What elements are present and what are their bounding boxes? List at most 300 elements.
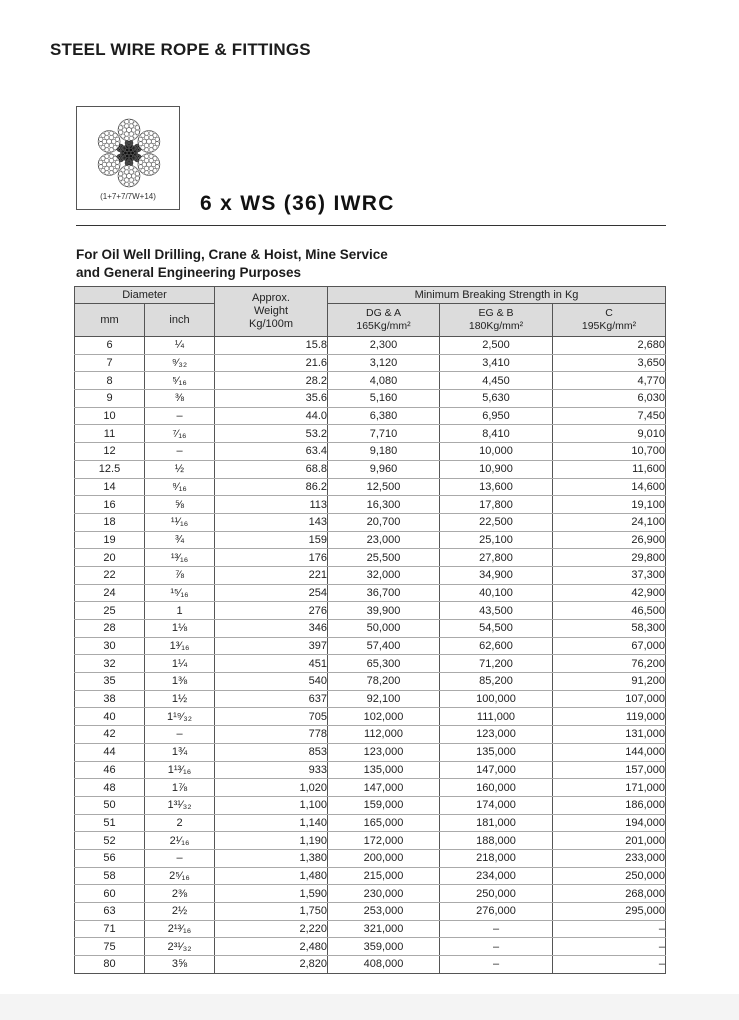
rope-wire <box>113 156 117 160</box>
strength-dg-cell: 9,180 <box>328 443 440 461</box>
strength-eg-cell: 6,950 <box>440 407 553 425</box>
rope-wire <box>121 168 125 172</box>
weight-cell: 1,380 <box>215 849 328 867</box>
strength-eg-cell: 13,600 <box>440 478 553 496</box>
table-row <box>75 337 666 355</box>
strength-eg-cell: 71,200 <box>440 655 553 673</box>
rope-wire <box>153 156 157 160</box>
inch-cell: 1¹³⁄₁₆ <box>145 761 215 779</box>
weight-cell: 53.2 <box>215 425 328 443</box>
weight-header-line-1: Approx. <box>252 292 290 304</box>
strength-eg-cell: 188,000 <box>440 832 553 850</box>
rope-wire <box>139 137 143 141</box>
inch-cell: 2⁵⁄₁₆ <box>145 867 215 885</box>
strength-dg-cell: 3,120 <box>328 354 440 372</box>
strength-eg-cell: 160,000 <box>440 779 553 797</box>
strength-c-cell: 67,000 <box>553 637 666 655</box>
strength-dg-cell: 359,000 <box>328 938 440 956</box>
rope-wire <box>101 156 105 160</box>
mm-header: mm <box>75 304 145 337</box>
inch-cell: 2³¹⁄₃₂ <box>145 938 215 956</box>
rope-wire <box>129 136 133 140</box>
mm-cell: 46 <box>75 761 145 779</box>
grade-dg-unit: 165Kg/mm² <box>356 320 411 332</box>
strength-eg-cell: – <box>440 938 553 956</box>
table-row <box>75 673 666 691</box>
strength-c-cell: – <box>553 938 666 956</box>
strength-eg-cell: 100,000 <box>440 690 553 708</box>
strength-eg-cell: 3,410 <box>440 354 553 372</box>
rope-wire <box>139 165 143 169</box>
strength-header: Minimum Breaking Strength in Kg <box>328 287 666 304</box>
strength-dg-cell: 20,700 <box>328 513 440 531</box>
weight-header-line-3: Kg/100m <box>248 318 294 330</box>
strength-dg-cell: 57,400 <box>328 637 440 655</box>
inch-cell: 2½ <box>145 903 215 921</box>
rope-wire <box>125 143 127 145</box>
table-row <box>75 637 666 655</box>
inch-cell: 1¾ <box>145 743 215 761</box>
weight-cell: 540 <box>215 673 328 691</box>
rope-wire <box>134 158 136 160</box>
rope-wire <box>129 120 133 124</box>
strength-dg-cell: 23,000 <box>328 531 440 549</box>
weight-cell: 1,190 <box>215 832 328 850</box>
strength-c-cell: 131,000 <box>553 726 666 744</box>
weight-cell: 1,590 <box>215 885 328 903</box>
strength-c-cell: 10,700 <box>553 443 666 461</box>
strength-c-cell: 4,770 <box>553 372 666 390</box>
inch-cell: 2¹⁄₁₆ <box>145 832 215 850</box>
weight-cell: 86.2 <box>215 478 328 496</box>
strength-c-cell: 19,100 <box>553 496 666 514</box>
strength-eg-cell: 10,900 <box>440 460 553 478</box>
mm-cell: 50 <box>75 796 145 814</box>
weight-cell: 1,020 <box>215 779 328 797</box>
rope-wire <box>136 154 138 156</box>
weight-cell: 68.8 <box>215 460 328 478</box>
rope-wire <box>133 122 137 126</box>
strength-dg-cell: 6,380 <box>328 407 440 425</box>
rope-wire <box>115 165 119 169</box>
mm-cell: 12 <box>75 443 145 461</box>
rope-wire <box>145 131 149 135</box>
inch-cell: ½ <box>145 460 215 478</box>
table-row <box>75 566 666 584</box>
mm-cell: 10 <box>75 407 145 425</box>
grade-c-name: C <box>605 307 613 319</box>
strength-dg-cell: 321,000 <box>328 920 440 938</box>
rope-wire <box>133 134 137 138</box>
weight-header-line-2: Weight <box>253 305 289 317</box>
purpose-line-2: and General Engineering Purposes <box>76 265 302 280</box>
rope-wire <box>125 166 129 170</box>
mm-cell: 52 <box>75 832 145 850</box>
weight-cell: 44.0 <box>215 407 328 425</box>
weight-cell: 933 <box>215 761 328 779</box>
table-row <box>75 690 666 708</box>
rope-wire <box>129 182 133 186</box>
mm-cell: 48 <box>75 779 145 797</box>
strength-c-cell: 157,000 <box>553 761 666 779</box>
inch-cell: ¼ <box>145 337 215 355</box>
rope-wire <box>109 154 113 158</box>
inch-cell: ¹³⁄₁₆ <box>145 549 215 567</box>
mm-cell: 63 <box>75 903 145 921</box>
mm-cell: 71 <box>75 920 145 938</box>
weight-cell: 28.2 <box>215 372 328 390</box>
inch-cell: 1¹⁹⁄₃₂ <box>145 708 215 726</box>
strength-eg-cell: 174,000 <box>440 796 553 814</box>
table-row <box>75 743 666 761</box>
rope-wire <box>149 148 153 152</box>
mm-cell: 16 <box>75 496 145 514</box>
table-row <box>75 372 666 390</box>
strength-eg-cell: 4,450 <box>440 372 553 390</box>
rope-wire <box>136 144 138 146</box>
rope-wire <box>115 137 119 141</box>
weight-cell: 2,820 <box>215 956 328 974</box>
strength-c-cell: 3,650 <box>553 354 666 372</box>
strength-c-cell: 9,010 <box>553 425 666 443</box>
strength-eg-cell: 54,500 <box>440 620 553 638</box>
weight-cell: 159 <box>215 531 328 549</box>
rope-wire <box>149 131 153 135</box>
rope-wire <box>125 136 129 140</box>
mm-cell: 80 <box>75 956 145 974</box>
strength-dg-cell: 215,000 <box>328 867 440 885</box>
strength-eg-cell: 25,100 <box>440 531 553 549</box>
strength-eg-cell: 62,600 <box>440 637 553 655</box>
strength-eg-cell: 234,000 <box>440 867 553 885</box>
mm-cell: 35 <box>75 673 145 691</box>
weight-cell: 21.6 <box>215 354 328 372</box>
weight-cell: 254 <box>215 584 328 602</box>
rope-wire <box>105 154 109 158</box>
page-footer-band <box>0 994 739 1020</box>
strength-c-cell: 171,000 <box>553 779 666 797</box>
inch-cell: ⅜ <box>145 390 215 408</box>
rope-wire <box>119 176 123 180</box>
mm-cell: 19 <box>75 531 145 549</box>
table-row <box>75 549 666 567</box>
mm-cell: 7 <box>75 354 145 372</box>
strength-dg-cell: 25,500 <box>328 549 440 567</box>
weight-cell: 143 <box>215 513 328 531</box>
table-row <box>75 956 666 974</box>
strength-dg-cell: 92,100 <box>328 690 440 708</box>
table-row <box>75 390 666 408</box>
mm-cell: 75 <box>75 938 145 956</box>
mm-cell: 8 <box>75 372 145 390</box>
table-row <box>75 620 666 638</box>
weight-cell: 2,220 <box>215 920 328 938</box>
table-row <box>75 478 666 496</box>
rope-wire <box>109 131 113 135</box>
strength-eg-cell: 111,000 <box>440 708 553 726</box>
strength-eg-cell: 181,000 <box>440 814 553 832</box>
table-row <box>75 496 666 514</box>
grade-eg-name: EG & B <box>478 307 514 319</box>
strength-eg-cell: 22,500 <box>440 513 553 531</box>
mm-cell: 60 <box>75 885 145 903</box>
strength-eg-cell: 34,900 <box>440 566 553 584</box>
strength-eg-cell: 85,200 <box>440 673 553 691</box>
strength-dg-cell: 12,500 <box>328 478 440 496</box>
weight-cell: 1,750 <box>215 903 328 921</box>
strength-dg-cell: 2,300 <box>328 337 440 355</box>
strength-eg-cell: 40,100 <box>440 584 553 602</box>
strength-c-cell: 76,200 <box>553 655 666 673</box>
table-row <box>75 708 666 726</box>
strength-dg-cell: 50,000 <box>328 620 440 638</box>
rope-wire <box>101 168 105 172</box>
inch-cell: 3⅝ <box>145 956 215 974</box>
construction-label: (1+7+7/7W+14) <box>100 192 156 201</box>
strength-eg-cell: – <box>440 956 553 974</box>
strength-dg-cell: 78,200 <box>328 673 440 691</box>
rope-wire <box>113 168 117 172</box>
weight-header <box>215 287 328 337</box>
strength-eg-cell: 250,000 <box>440 885 553 903</box>
weight-cell: 397 <box>215 637 328 655</box>
mm-cell: 42 <box>75 726 145 744</box>
strength-dg-cell: 123,000 <box>328 743 440 761</box>
strength-dg-cell: 39,900 <box>328 602 440 620</box>
rope-wire <box>149 171 153 175</box>
grade-eg-unit: 180Kg/mm² <box>468 320 524 332</box>
table-row <box>75 531 666 549</box>
rope-wire <box>153 133 157 137</box>
table-row <box>75 938 666 956</box>
inch-cell: ¾ <box>145 531 215 549</box>
rope-wire <box>141 133 145 137</box>
table-row <box>75 443 666 461</box>
rope-wire <box>123 146 125 148</box>
weight-cell: 1,140 <box>215 814 328 832</box>
inch-header: inch <box>145 304 215 337</box>
rope-wire <box>145 171 149 175</box>
mm-cell: 30 <box>75 637 145 655</box>
rope-wire <box>155 165 159 169</box>
inch-cell: ⅞ <box>145 566 215 584</box>
rope-wire <box>105 148 109 152</box>
strength-dg-cell: 135,000 <box>328 761 440 779</box>
table-row <box>75 602 666 620</box>
grade-dg-header <box>328 304 440 337</box>
weight-cell: 221 <box>215 566 328 584</box>
strength-dg-cell: 165,000 <box>328 814 440 832</box>
rope-wire <box>135 130 139 134</box>
inch-cell: 1⅞ <box>145 779 215 797</box>
rope-wire <box>129 166 133 170</box>
strength-c-cell: 26,900 <box>553 531 666 549</box>
strength-c-cell: 186,000 <box>553 796 666 814</box>
strength-dg-cell: 172,000 <box>328 832 440 850</box>
mm-cell: 44 <box>75 743 145 761</box>
rope-wire <box>113 133 117 137</box>
rope-wire <box>141 145 145 149</box>
inch-cell: 1³⁄₁₆ <box>145 637 215 655</box>
grade-eg-header <box>440 304 553 337</box>
inch-cell: – <box>145 726 215 744</box>
grade-c-header <box>553 304 666 337</box>
rope-wire <box>149 154 153 158</box>
rope-wire <box>120 150 122 152</box>
rope-wire <box>133 180 137 184</box>
strength-c-cell: 58,300 <box>553 620 666 638</box>
inch-cell: 1⅜ <box>145 673 215 691</box>
strength-dg-cell: 159,000 <box>328 796 440 814</box>
rope-wire <box>115 160 119 164</box>
strength-c-cell: – <box>553 920 666 938</box>
mm-cell: 20 <box>75 549 145 567</box>
strength-dg-cell: 112,000 <box>328 726 440 744</box>
mm-cell: 24 <box>75 584 145 602</box>
weight-cell: 15.8 <box>215 337 328 355</box>
strength-eg-cell: 27,800 <box>440 549 553 567</box>
table-row <box>75 885 666 903</box>
strength-eg-cell: 8,410 <box>440 425 553 443</box>
table-row <box>75 513 666 531</box>
rope-wire <box>113 145 117 149</box>
rope-wire <box>121 134 125 138</box>
rope-wire <box>153 168 157 172</box>
table-row <box>75 460 666 478</box>
rope-wire <box>155 160 159 164</box>
product-title: 6 x WS (36) IWRC <box>200 192 395 215</box>
weight-cell: 113 <box>215 496 328 514</box>
rope-wire <box>138 150 140 152</box>
mm-cell: 38 <box>75 690 145 708</box>
strength-c-cell: 29,800 <box>553 549 666 567</box>
strength-c-cell: 268,000 <box>553 885 666 903</box>
rope-wire <box>125 182 129 186</box>
title-divider <box>76 225 666 226</box>
mm-cell: 18 <box>75 513 145 531</box>
strength-dg-cell: 147,000 <box>328 779 440 797</box>
strength-c-cell: 42,900 <box>553 584 666 602</box>
table-row <box>75 867 666 885</box>
inch-cell: 1 <box>145 602 215 620</box>
inch-cell: 1³¹⁄₃₂ <box>145 796 215 814</box>
rope-wire <box>133 168 137 172</box>
rope-wire <box>121 122 125 126</box>
rope-wire <box>155 137 159 141</box>
rope-wire <box>135 126 139 130</box>
strength-dg-cell: 200,000 <box>328 849 440 867</box>
weight-cell: 1,480 <box>215 867 328 885</box>
rope-wire <box>135 172 139 176</box>
strength-c-cell: 144,000 <box>553 743 666 761</box>
table-row <box>75 761 666 779</box>
table-row <box>75 655 666 673</box>
rope-wire <box>141 168 145 172</box>
strength-eg-cell: 5,630 <box>440 390 553 408</box>
strength-c-cell: 233,000 <box>553 849 666 867</box>
inch-cell: 2⅜ <box>145 885 215 903</box>
inch-cell: ¹⁵⁄₁₆ <box>145 584 215 602</box>
rope-wire <box>131 161 133 163</box>
table-row <box>75 425 666 443</box>
strength-dg-cell: 4,080 <box>328 372 440 390</box>
strength-c-cell: 14,600 <box>553 478 666 496</box>
rope-wire <box>125 120 129 124</box>
table-row <box>75 849 666 867</box>
rope-wire <box>101 133 105 137</box>
specification-table-body <box>75 337 666 974</box>
weight-cell: 705 <box>215 708 328 726</box>
strength-c-cell: – <box>553 956 666 974</box>
weight-cell: 637 <box>215 690 328 708</box>
rope-wire <box>109 148 113 152</box>
rope-wire <box>99 142 103 146</box>
strength-c-cell: 295,000 <box>553 903 666 921</box>
table-row <box>75 796 666 814</box>
mm-cell: 6 <box>75 337 145 355</box>
purpose-text <box>76 246 388 282</box>
strength-c-cell: 107,000 <box>553 690 666 708</box>
purpose-line-1: For Oil Well Drilling, Crane & Hoist, Mine Service <box>76 247 388 262</box>
rope-wire <box>155 142 159 146</box>
rope-wire <box>135 176 139 180</box>
weight-cell: 778 <box>215 726 328 744</box>
rope-wire <box>119 172 123 176</box>
strength-c-cell: 201,000 <box>553 832 666 850</box>
strength-eg-cell: 17,800 <box>440 496 553 514</box>
mm-cell: 22 <box>75 566 145 584</box>
inch-cell: – <box>145 443 215 461</box>
weight-cell: 63.4 <box>215 443 328 461</box>
inch-cell: 2 <box>145 814 215 832</box>
table-row <box>75 903 666 921</box>
rope-wire <box>99 165 103 169</box>
inch-cell: ⁹⁄₃₂ <box>145 354 215 372</box>
rope-wire <box>139 142 143 146</box>
strength-dg-cell: 7,710 <box>328 425 440 443</box>
rope-wire <box>134 148 136 150</box>
table-row <box>75 779 666 797</box>
rope-wire <box>101 145 105 149</box>
rope-cross-section-box <box>76 106 180 210</box>
strength-dg-cell: 408,000 <box>328 956 440 974</box>
table-row <box>75 832 666 850</box>
strength-dg-cell: 9,960 <box>328 460 440 478</box>
strength-c-cell: 7,450 <box>553 407 666 425</box>
mm-cell: 9 <box>75 390 145 408</box>
inch-cell: 1⅛ <box>145 620 215 638</box>
table-row <box>75 920 666 938</box>
rope-wire <box>109 171 113 175</box>
mm-cell: 51 <box>75 814 145 832</box>
rope-wire <box>120 160 122 162</box>
table-row <box>75 584 666 602</box>
strength-c-cell: 194,000 <box>553 814 666 832</box>
rope-wire <box>127 159 129 161</box>
grade-dg-name: DG & A <box>365 307 401 319</box>
table-row <box>75 354 666 372</box>
strength-dg-cell: 5,160 <box>328 390 440 408</box>
weight-cell: 276 <box>215 602 328 620</box>
strength-eg-cell: 147,000 <box>440 761 553 779</box>
strength-eg-cell: 43,500 <box>440 602 553 620</box>
strength-eg-cell: 2,500 <box>440 337 553 355</box>
grade-c-unit: 195Kg/mm² <box>581 320 637 332</box>
weight-cell: 176 <box>215 549 328 567</box>
specification-table <box>74 286 666 974</box>
strength-c-cell: 24,100 <box>553 513 666 531</box>
rope-wire <box>145 148 149 152</box>
